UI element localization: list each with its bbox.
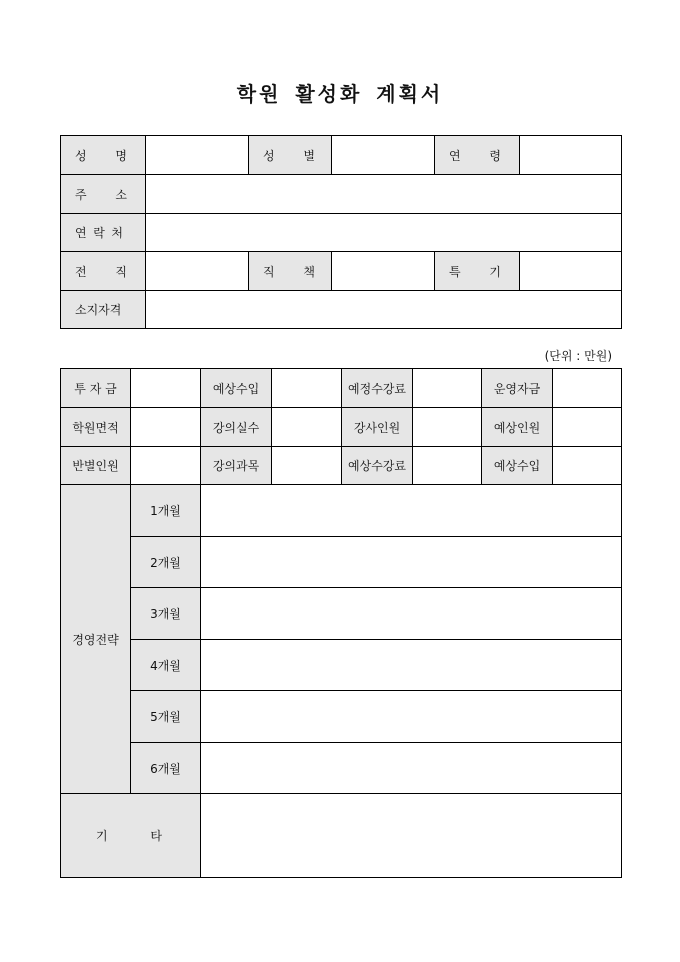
month-6-field[interactable] xyxy=(201,743,622,794)
name-field[interactable] xyxy=(146,136,249,175)
skill-label: 특 기 xyxy=(435,252,520,291)
instructor-count-field[interactable] xyxy=(413,408,482,447)
expected-income-field[interactable] xyxy=(272,369,342,408)
planned-tuition-field[interactable] xyxy=(413,369,482,408)
investment-label: 투 자 금 xyxy=(61,369,131,408)
license-field[interactable] xyxy=(146,291,622,329)
subjects-label: 강의과목 xyxy=(201,447,272,485)
contact-field[interactable] xyxy=(146,214,622,252)
position-label: 직 책 xyxy=(249,252,332,291)
month-2-field[interactable] xyxy=(201,537,622,588)
age-field[interactable] xyxy=(520,136,622,175)
month-5-label: 5개월 xyxy=(131,691,201,743)
business-plan-table xyxy=(60,368,622,878)
unit-note: (단위 : 만원) xyxy=(544,349,612,363)
academy-area-field[interactable] xyxy=(131,408,201,447)
month-2-label: 2개월 xyxy=(131,537,201,588)
month-5-field[interactable] xyxy=(201,691,622,743)
classroom-count-label: 강의실수 xyxy=(201,408,272,447)
address-label: 주 소 xyxy=(61,175,146,214)
instructor-count-label: 강사인원 xyxy=(342,408,413,447)
gender-field[interactable] xyxy=(332,136,435,175)
investment-field[interactable] xyxy=(131,369,201,408)
operating-funds-label: 운영자금 xyxy=(482,369,553,408)
expected-tuition-field[interactable] xyxy=(413,447,482,485)
classroom-count-field[interactable] xyxy=(272,408,342,447)
previous-job-field[interactable] xyxy=(146,252,249,291)
month-3-label: 3개월 xyxy=(131,588,201,640)
expected-income-2-label: 예상수입 xyxy=(482,447,553,485)
strategy-label: 경영전략 xyxy=(61,485,131,794)
month-1-label: 1개월 xyxy=(131,485,201,537)
month-4-label: 4개월 xyxy=(131,640,201,691)
expected-students-field[interactable] xyxy=(553,408,622,447)
skill-field[interactable] xyxy=(520,252,622,291)
academy-area-label: 학원면적 xyxy=(61,408,131,447)
previous-job-label: 전 직 xyxy=(61,252,146,291)
age-label: 연 령 xyxy=(435,136,520,175)
address-field[interactable] xyxy=(146,175,622,214)
etc-field[interactable] xyxy=(201,794,622,878)
month-3-field[interactable] xyxy=(201,588,622,640)
license-label: 소지자격 xyxy=(61,291,146,329)
month-1-field[interactable] xyxy=(201,485,622,537)
etc-label: 기 타 xyxy=(61,794,201,878)
gender-label: 성 별 xyxy=(249,136,332,175)
operating-funds-field[interactable] xyxy=(553,369,622,408)
subjects-field[interactable] xyxy=(272,447,342,485)
personal-info-table xyxy=(60,135,622,329)
expected-tuition-label: 예상수강료 xyxy=(342,447,413,485)
page-title: 학원 활성화 계획서 xyxy=(236,82,444,106)
position-field[interactable] xyxy=(332,252,435,291)
name-label: 성 명 xyxy=(61,136,146,175)
class-size-field[interactable] xyxy=(131,447,201,485)
month-4-field[interactable] xyxy=(201,640,622,691)
class-size-label: 반별인원 xyxy=(61,447,131,485)
expected-students-label: 예상인원 xyxy=(482,408,553,447)
planned-tuition-label: 예정수강료 xyxy=(342,369,413,408)
month-6-label: 6개월 xyxy=(131,743,201,794)
contact-label: 연 락 처 xyxy=(61,214,146,252)
expected-income-2-field[interactable] xyxy=(553,447,622,485)
expected-income-label: 예상수입 xyxy=(201,369,272,408)
